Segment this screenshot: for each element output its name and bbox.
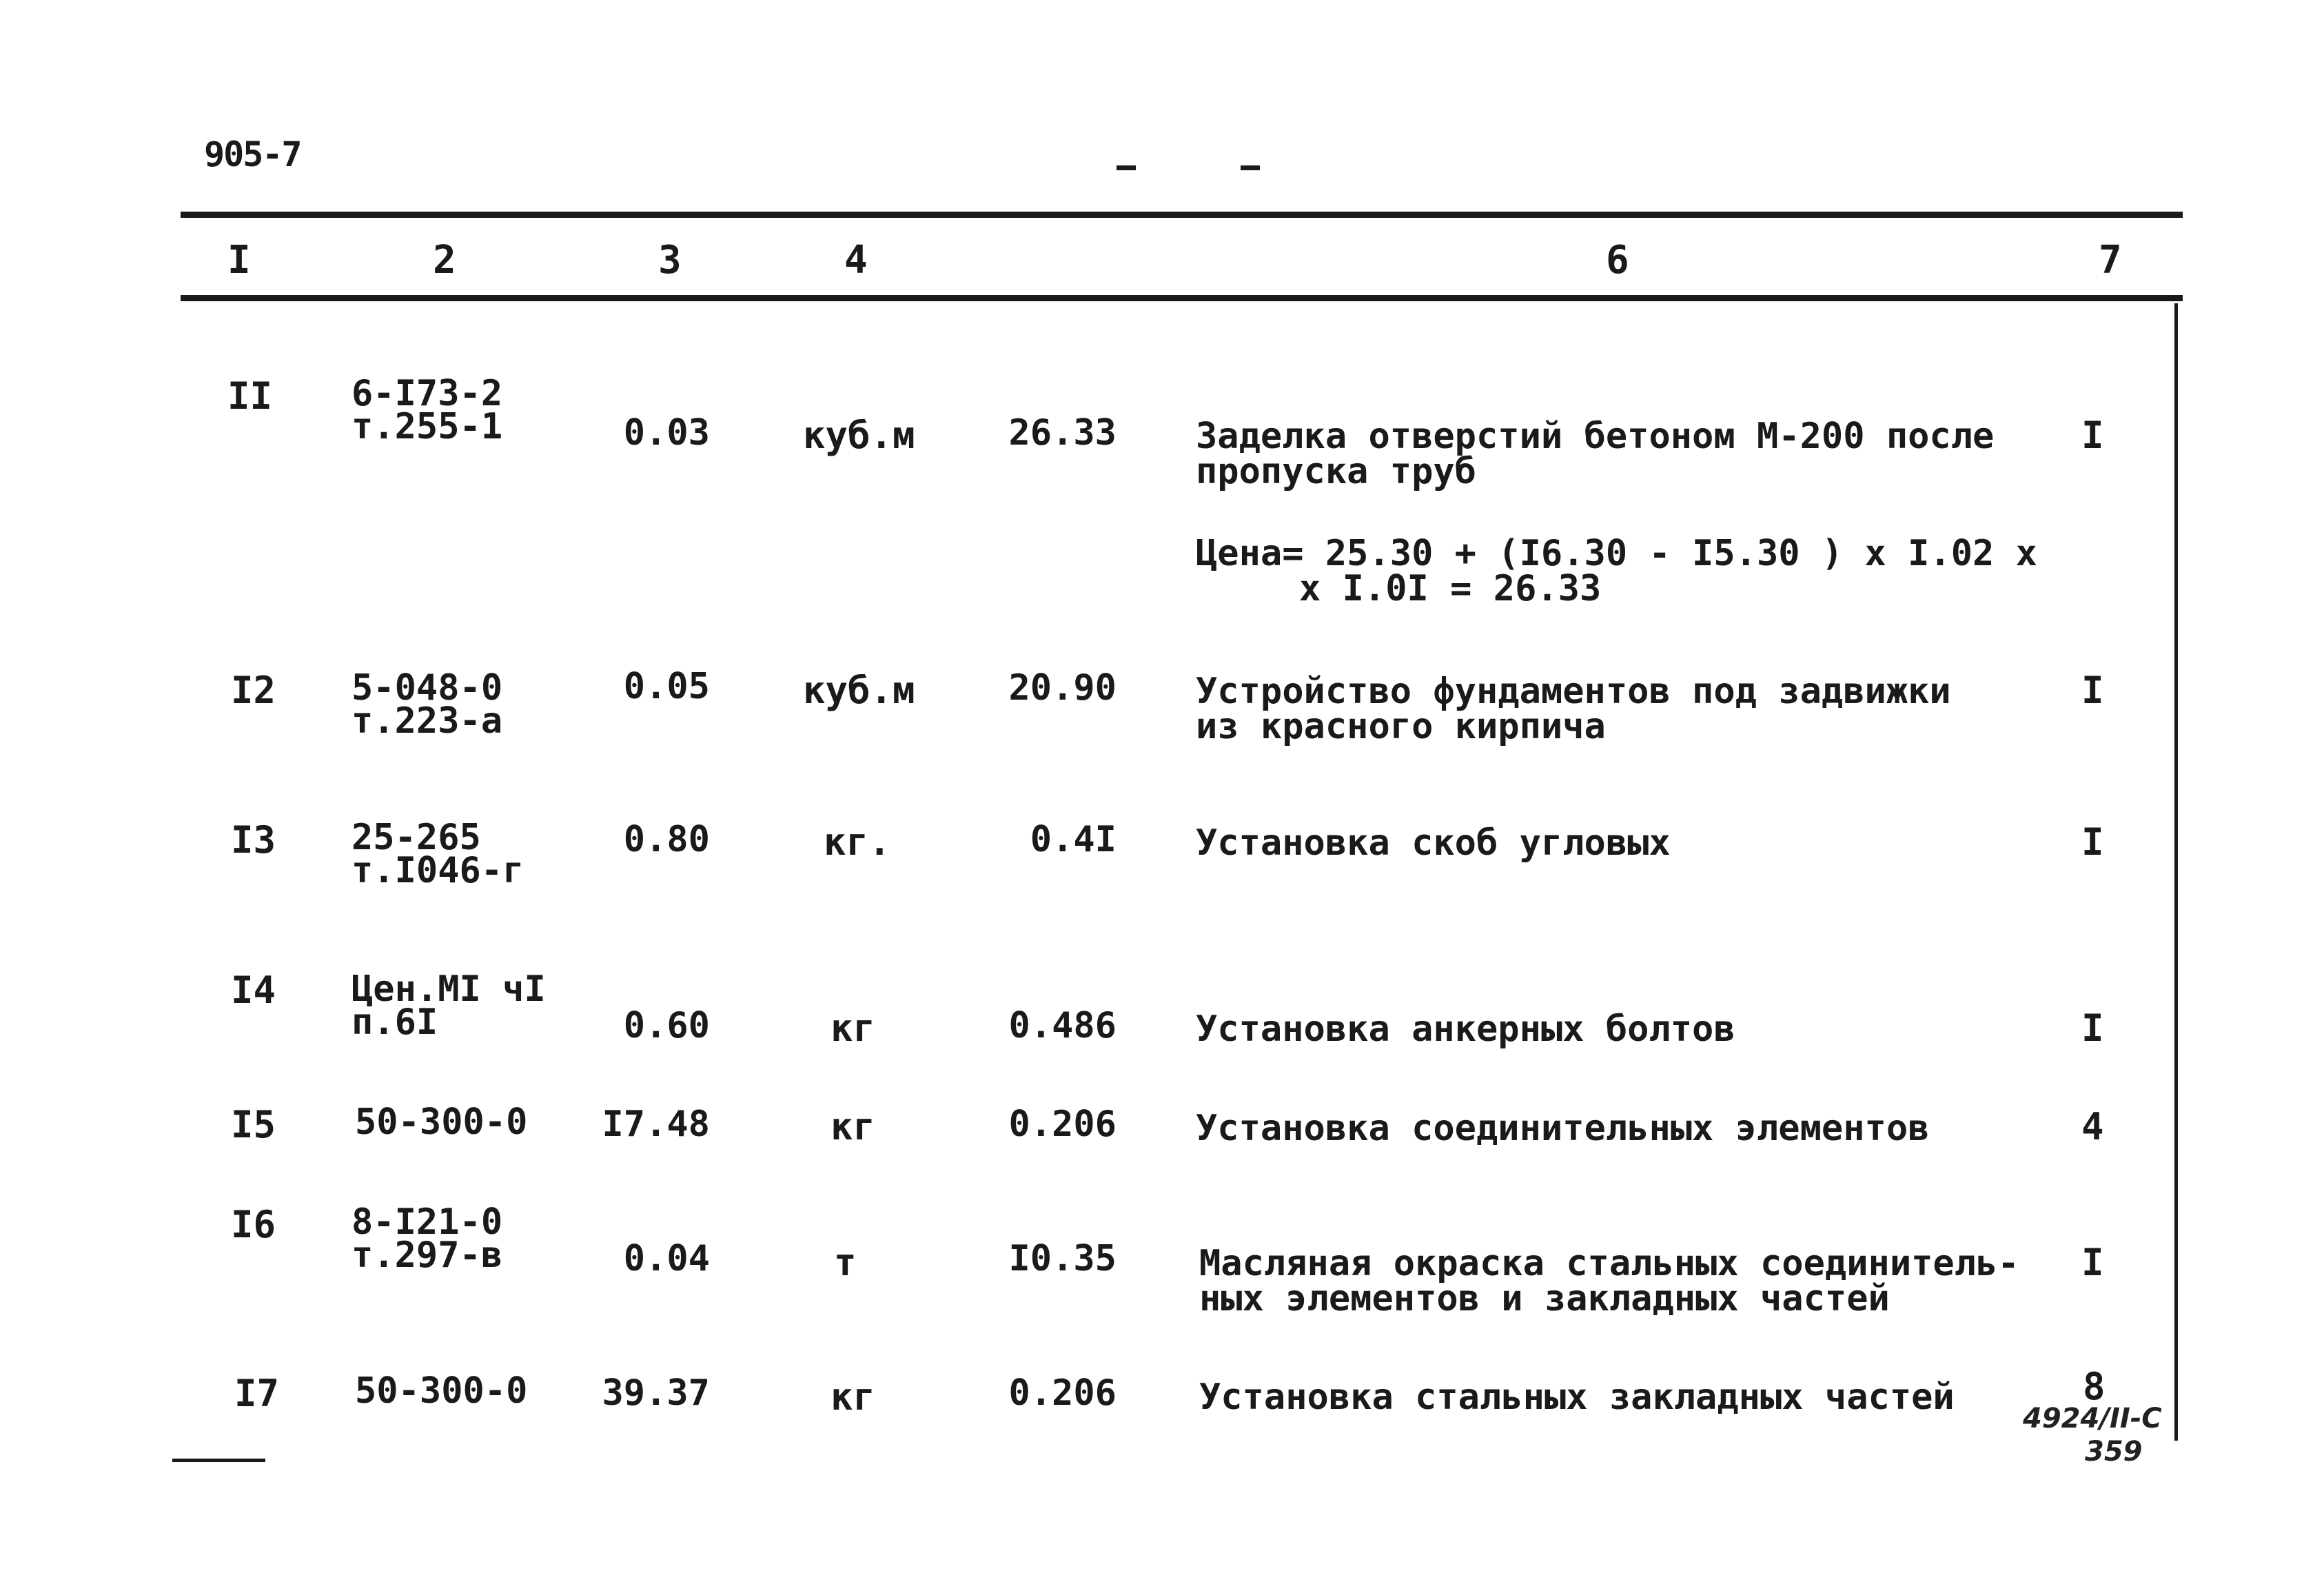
column-header-2: 2 bbox=[433, 238, 456, 283]
table-header-rule bbox=[181, 295, 2183, 301]
rate-reference-line: т.I046-г bbox=[351, 849, 524, 891]
rate-reference bbox=[351, 817, 524, 891]
unit: кг. bbox=[824, 820, 891, 864]
row-number: II bbox=[227, 374, 273, 418]
table-right-border bbox=[2174, 303, 2178, 1441]
quantity: 0.05 bbox=[623, 666, 710, 707]
rate-reference-line: т.223-а bbox=[351, 700, 503, 742]
work-description bbox=[1199, 1243, 2019, 1319]
rate-reference bbox=[355, 1370, 528, 1412]
column-header-3: 3 bbox=[658, 238, 682, 283]
price-calculation-line: x I.0I = 26.33 bbox=[1299, 567, 1602, 609]
column-header-6: 6 bbox=[1606, 238, 1629, 283]
item-count: I bbox=[2081, 1241, 2104, 1284]
work-description-line: Установка анкерных болтов bbox=[1196, 1008, 1735, 1050]
work-description-line: Устройство фундаментов под задвижки bbox=[1196, 671, 1951, 712]
rate-reference-line: т.297-в bbox=[351, 1234, 503, 1276]
header-dash-mark bbox=[1117, 165, 1136, 170]
row-number: I7 bbox=[234, 1372, 280, 1415]
rate-reference-line: 25-265 bbox=[351, 817, 481, 858]
work-description-line: ных элементов и закладных частей bbox=[1199, 1277, 1890, 1319]
quantity: 0.03 bbox=[623, 412, 710, 454]
unit-price: 0.206 bbox=[1008, 1372, 1117, 1414]
unit: кг bbox=[830, 1006, 876, 1050]
work-description-line: Установка соединительных элементов bbox=[1196, 1108, 1930, 1149]
unit-price: 26.33 bbox=[1008, 412, 1117, 454]
row-number: I4 bbox=[231, 968, 276, 1012]
item-count: I bbox=[2081, 669, 2104, 712]
rate-reference-line: 50-300-0 bbox=[355, 1370, 528, 1412]
work-description-line: пропуска труб bbox=[1196, 450, 1476, 492]
unit: кг bbox=[830, 1105, 876, 1148]
column-header-4: 4 bbox=[844, 238, 868, 283]
quantity: 39.37 bbox=[602, 1372, 710, 1414]
item-count: 4 bbox=[2081, 1105, 2104, 1148]
item-count: I bbox=[2081, 1006, 2104, 1050]
bottom-rule-fragment bbox=[172, 1459, 265, 1462]
work-description-line: из красного кирпича bbox=[1196, 705, 1606, 747]
quantity: 0.80 bbox=[623, 819, 710, 860]
rate-reference bbox=[355, 1102, 528, 1143]
rate-reference-line: 50-300-0 bbox=[355, 1102, 528, 1143]
work-description bbox=[1196, 671, 1951, 747]
row-number: I2 bbox=[231, 669, 276, 712]
rate-reference-line: п.6I bbox=[351, 1001, 438, 1043]
unit-price: 0.4I bbox=[1030, 819, 1117, 860]
work-description bbox=[1196, 1108, 1930, 1149]
column-header-7: 7 bbox=[2099, 238, 2122, 283]
unit-price: 20.90 bbox=[1008, 667, 1117, 709]
price-calculation bbox=[1196, 533, 2037, 609]
quantity: I7.48 bbox=[602, 1104, 710, 1145]
unit-price: I0.35 bbox=[1008, 1238, 1117, 1279]
row-number: I3 bbox=[231, 818, 276, 862]
work-description bbox=[1199, 1377, 1955, 1418]
rate-reference-line: Цен.МI чI bbox=[351, 968, 546, 1010]
price-calculation-line: Цена= 25.30 + (I6.30 - I5.30 ) x I.02 x bbox=[1196, 533, 2037, 574]
work-description-line: Заделка отверстий бетоном М-200 после bbox=[1196, 416, 1995, 457]
document-code: 905-7 bbox=[204, 134, 301, 174]
work-description-line: Масляная окраска стальных соединитель- bbox=[1199, 1243, 2019, 1284]
sheet-number-stamp: 359 bbox=[2085, 1436, 2143, 1468]
item-count: I bbox=[2081, 414, 2104, 457]
quantity: 0.60 bbox=[623, 1005, 710, 1046]
rate-reference-line: 5-048-0 bbox=[351, 667, 503, 709]
unit: куб.м bbox=[803, 669, 915, 712]
archive-code-stamp: 4924/II-С bbox=[2023, 1403, 2162, 1434]
quantity: 0.04 bbox=[623, 1238, 710, 1279]
rate-reference bbox=[351, 1201, 503, 1276]
work-description bbox=[1196, 416, 1995, 492]
unit-price: 0.486 bbox=[1008, 1005, 1117, 1046]
unit: куб.м bbox=[803, 414, 915, 457]
row-number: I6 bbox=[231, 1203, 276, 1246]
header-dash-mark bbox=[1241, 165, 1260, 170]
work-description bbox=[1196, 1008, 1735, 1050]
rate-reference bbox=[351, 968, 546, 1043]
table-top-rule bbox=[181, 212, 2183, 218]
work-description bbox=[1196, 822, 1671, 864]
rate-reference-line: 6-I73-2 bbox=[351, 373, 503, 414]
unit: т bbox=[834, 1241, 857, 1284]
rate-reference bbox=[351, 667, 503, 742]
row-number: I5 bbox=[231, 1103, 276, 1146]
unit: кг bbox=[830, 1375, 876, 1419]
column-header-1: I bbox=[227, 238, 251, 283]
rate-reference-line: 8-I21-0 bbox=[351, 1201, 503, 1243]
work-description-line: Установка скоб угловых bbox=[1196, 822, 1671, 864]
item-count: 8 bbox=[2083, 1365, 2106, 1408]
item-count: I bbox=[2081, 820, 2104, 864]
work-description-line: Установка стальных закладных частей bbox=[1199, 1377, 1955, 1418]
rate-reference bbox=[351, 373, 503, 447]
rate-reference-line: т.255-1 bbox=[351, 405, 503, 447]
unit-price: 0.206 bbox=[1008, 1104, 1117, 1145]
